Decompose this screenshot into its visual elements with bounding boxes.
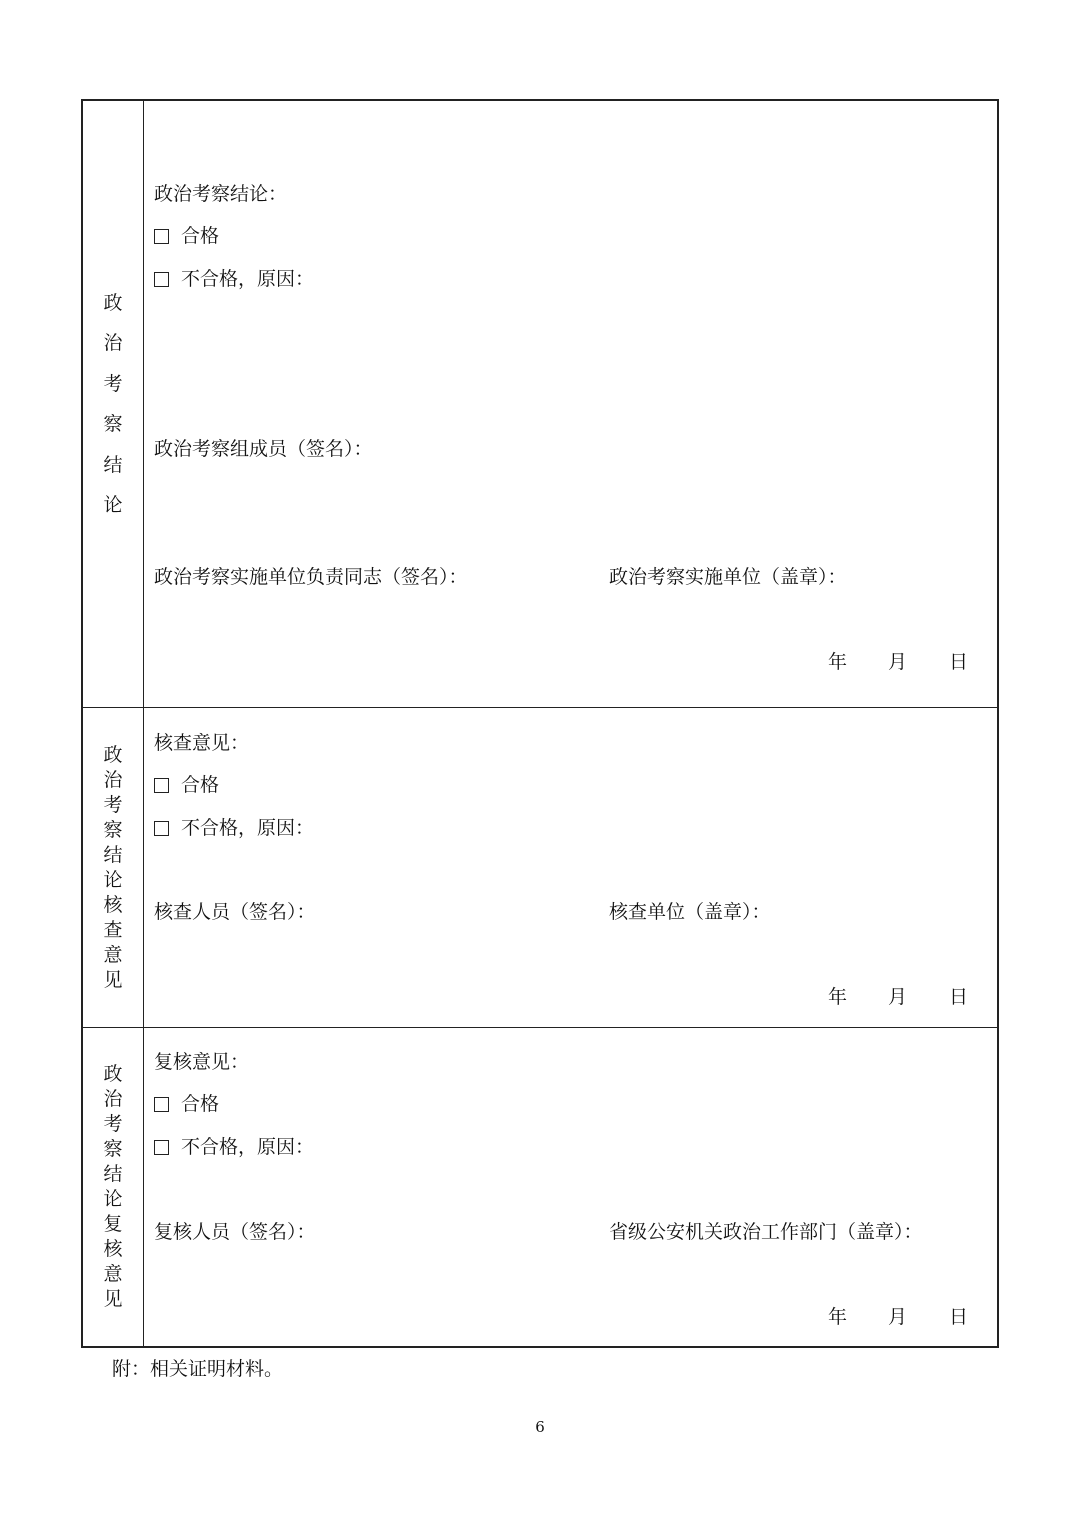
verification-opinion-section (83, 708, 997, 1028)
conclusion-heading: 政治考察结论： (154, 183, 288, 205)
checkbox-fail[interactable] (154, 1140, 169, 1155)
option-pass[interactable] (154, 773, 219, 797)
label-char: 治 (103, 768, 123, 791)
date-year: 年 (828, 1306, 848, 1328)
label-char: 察 (103, 818, 123, 841)
date-month: 月 (888, 651, 908, 673)
checkbox-pass[interactable] (154, 778, 169, 793)
unit-seal-label: 政治考察实施单位（盖章）： (609, 566, 847, 588)
date-day: 日 (949, 651, 969, 673)
date-year: 年 (828, 651, 848, 673)
option-pass-label: 合格 (181, 1093, 220, 1115)
label-char: 考 (103, 793, 123, 816)
section-label (83, 1028, 144, 1346)
date-month: 月 (888, 1306, 908, 1328)
verifier-signature-label: 核查人员（签名）： (154, 901, 316, 923)
leader-signature-label: 政治考察实施单位负责同志（签名）： (154, 566, 468, 588)
label-char: 查 (103, 918, 123, 941)
label-char: 论 (103, 1188, 123, 1210)
section-content (144, 1028, 997, 1346)
label-char: 结 (103, 453, 123, 476)
label-char: 见 (103, 968, 123, 991)
option-pass-label: 合格 (181, 225, 220, 247)
members-signature-label: 政治考察组成员（签名）： (154, 438, 373, 460)
option-pass[interactable] (154, 224, 219, 248)
label-char: 治 (103, 1088, 123, 1110)
verification-heading: 核查意见： (154, 732, 250, 754)
label-char: 考 (103, 372, 123, 395)
date-day: 日 (949, 986, 969, 1008)
option-pass[interactable] (154, 1092, 219, 1116)
label-char: 察 (103, 413, 123, 435)
label-char: 考 (103, 1113, 123, 1135)
date-month: 月 (888, 986, 908, 1008)
option-fail-label: 不合格，原因： (181, 1136, 315, 1158)
label-char: 结 (103, 843, 123, 866)
checkbox-pass[interactable] (154, 229, 169, 244)
option-fail[interactable] (154, 816, 314, 840)
option-fail-label: 不合格，原因： (181, 817, 315, 839)
re-verification-heading: 复核意见： (154, 1051, 250, 1073)
attachment-note: 附：相关证明材料。 (112, 1358, 284, 1380)
label-char: 察 (103, 1138, 123, 1160)
section-content (144, 101, 997, 707)
page-number: 6 (535, 1418, 545, 1436)
checkbox-fail[interactable] (154, 272, 169, 287)
label-char: 政 (103, 291, 123, 314)
re-verifier-signature-label: 复核人员（签名）： (154, 1221, 316, 1243)
political-review-conclusion-section (83, 101, 997, 708)
date-day: 日 (949, 1306, 969, 1328)
label-char: 见 (103, 1288, 123, 1310)
date-year: 年 (828, 986, 848, 1008)
option-pass-label: 合格 (181, 774, 220, 796)
label-char: 政 (103, 743, 123, 766)
label-char: 政 (103, 1063, 123, 1085)
label-char: 意 (103, 1263, 123, 1285)
label-char: 论 (103, 494, 123, 516)
option-fail[interactable] (154, 267, 314, 291)
checkbox-fail[interactable] (154, 821, 169, 836)
section-label (83, 101, 144, 707)
label-char: 治 (103, 332, 123, 354)
label-char: 论 (103, 868, 123, 891)
option-fail-label: 不合格，原因： (181, 268, 315, 290)
political-review-form-table (81, 99, 999, 1348)
re-verification-opinion-section (83, 1028, 997, 1346)
label-char: 复 (103, 1213, 123, 1235)
verification-unit-seal-label: 核查单位（盖章）： (609, 901, 771, 923)
label-char: 核 (103, 893, 123, 916)
checkbox-pass[interactable] (154, 1097, 169, 1112)
section-content (144, 708, 997, 1027)
option-fail[interactable] (154, 1135, 314, 1159)
label-char: 意 (103, 943, 123, 966)
label-char: 核 (103, 1238, 123, 1260)
provincial-dept-seal-label: 省级公安机关政治工作部门（盖章）： (609, 1221, 923, 1243)
label-char: 结 (103, 1163, 123, 1185)
section-label (83, 708, 144, 1027)
